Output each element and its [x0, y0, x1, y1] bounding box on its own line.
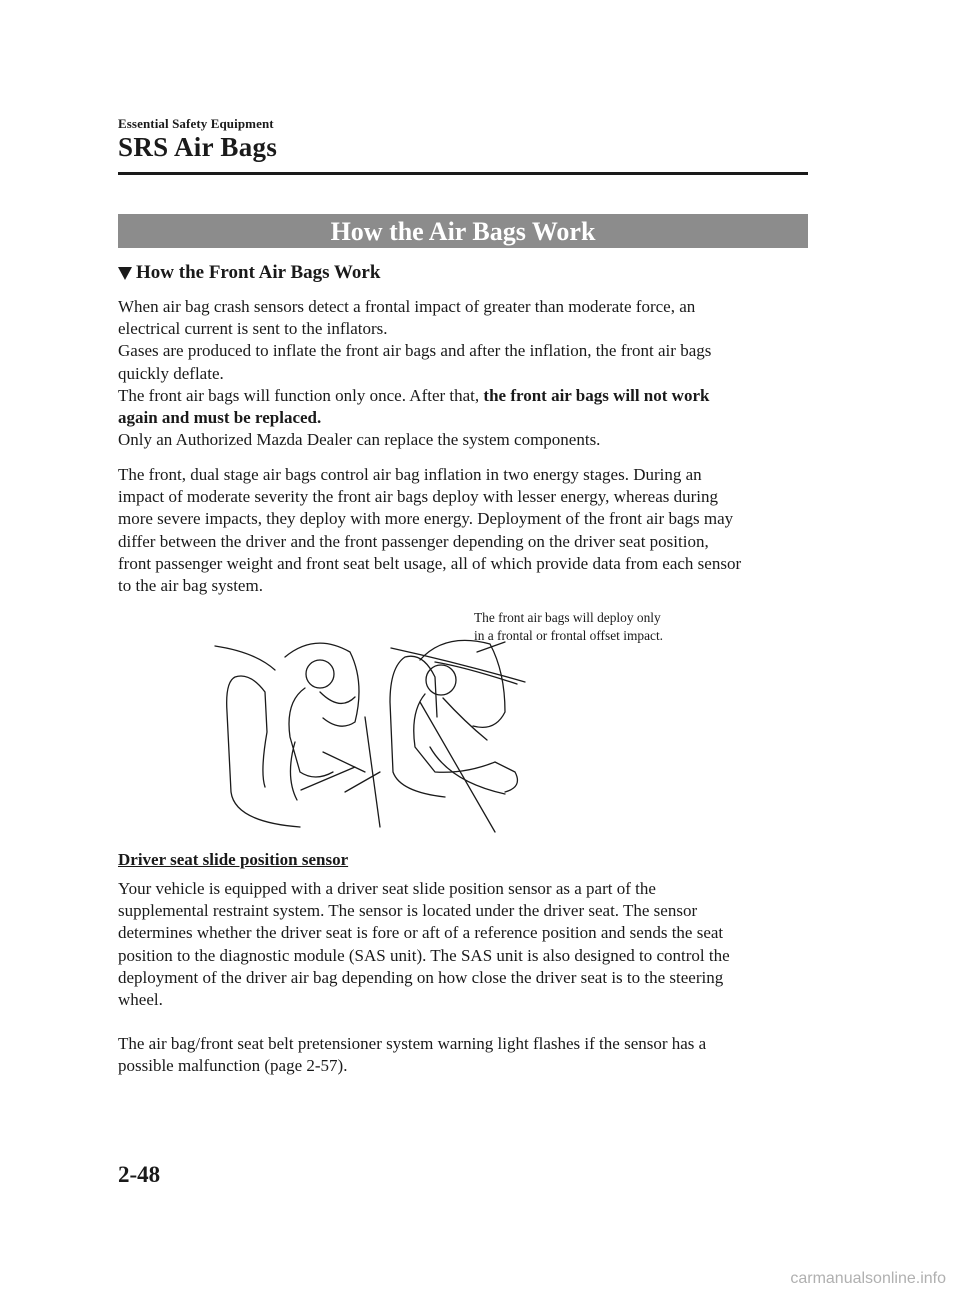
warning-text: the front air bags will not work — [483, 385, 710, 405]
triangle-bullet-icon — [118, 267, 132, 280]
text-run: The front air bags will function only once. After that, — [118, 385, 484, 405]
text-line: position to the diagnostic module (SAS unit). The SAS unit is also designed to control the — [118, 945, 730, 965]
passenger-airbag — [420, 640, 505, 727]
section-subtitle: Driver seat slide position sensor — [118, 850, 349, 869]
text-line: Your vehicle is equipped with a driver seat slide position sensor as a part of the — [118, 879, 656, 898]
text-line: Only an Authorized Mazda Dealer can replace the system components. — [118, 430, 601, 450]
text-line: quickly deflate. — [118, 363, 224, 383]
subheading — [118, 262, 380, 284]
passenger-body — [414, 694, 518, 794]
airbag-deployment-illustration — [205, 622, 535, 834]
text-line: The front, dual stage air bags control air bag inflation in two energy stages. During an — [118, 465, 702, 484]
text-line: supplemental restraint system. The sensor is located under the driver seat. The sensor — [118, 901, 698, 921]
driver-body — [289, 688, 355, 800]
section-label: Essential Safety Equipment — [118, 116, 274, 131]
roof-line-left — [215, 646, 275, 670]
paragraph-dual-stage — [118, 464, 818, 597]
driver-seat — [227, 676, 300, 827]
text-line: possible malfunction (page 2-57). — [118, 1056, 348, 1076]
driver-head — [306, 660, 334, 688]
passenger-seat — [390, 656, 445, 797]
paragraph-gap — [118, 1011, 818, 1033]
chapter-divider — [118, 172, 808, 175]
chapter-title: SRS Air Bags — [118, 132, 278, 162]
page-title-band: How the Air Bags Work — [118, 214, 808, 248]
warning-text: again and must be replaced. — [118, 408, 322, 428]
text-line: electrical current is sent to the inflators. — [118, 319, 388, 339]
text-line: Gases are produced to inflate the front air bags and after the inflation, the front air bags — [118, 341, 712, 361]
text-line — [118, 407, 818, 429]
page-number: 2-48 — [118, 1162, 161, 1187]
watermark: carmanualsonline.info — [790, 1270, 946, 1287]
steering-column — [301, 752, 365, 790]
text-line: The air bag/front seat belt pretensioner system warning light flashes if the sensor has a — [118, 1034, 707, 1054]
text-line — [118, 385, 818, 407]
paragraph-front-airbags — [118, 296, 818, 451]
caption-line: The front air bags will deploy only — [474, 610, 661, 625]
driver-airbag — [285, 643, 359, 726]
text-line: When air bag crash sensors detect a frontal impact of greater than moderate force, an — [118, 297, 696, 316]
text-line: impact of moderate severity the front air bags deploy with lesser energy, whereas during — [118, 487, 718, 507]
text-line: wheel. — [118, 990, 163, 1010]
text-line: deployment of the driver air bag depending on how close the driver seat is to the steering — [118, 967, 724, 987]
roof-line-right — [391, 648, 525, 684]
caption-line: in a frontal or frontal offset impact. — [474, 628, 664, 643]
text-line: to the air bag system. — [118, 576, 263, 596]
paragraph-seat-sensor — [118, 878, 818, 1078]
subheading-text: How the Front Air Bags Work — [136, 262, 381, 283]
text-line: more severe impacts, they deploy with more energy. Deployment of the front air bags may — [118, 509, 734, 529]
text-line: front passenger weight and front seat belt usage, all of which provide data from each sensor — [118, 553, 742, 573]
text-line: determines whether the driver seat is fore or aft of a reference position and sends the seat — [118, 923, 724, 943]
a-pillar — [365, 702, 495, 832]
text-line: differ between the driver and the front passenger depending on the driver seat position, — [118, 531, 709, 551]
passenger-head — [426, 665, 456, 695]
